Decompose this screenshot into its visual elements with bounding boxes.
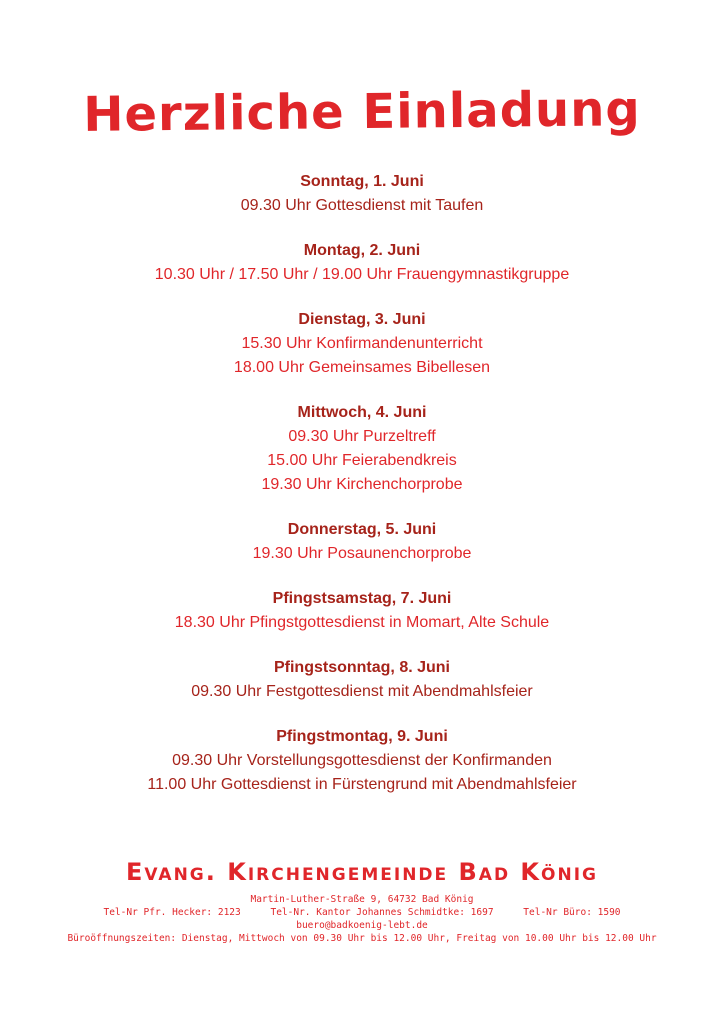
email-address: buero@badkoenig-lebt.de xyxy=(296,920,428,931)
phone-kantor: Tel-Nr. Kantor Johannes Schmidtke: 1697 xyxy=(270,907,494,918)
day-block xyxy=(0,308,724,380)
event-line: 19.30 Uhr Kirchenchorprobe xyxy=(261,476,463,493)
event-line: 15.30 Uhr Konfirmandenunterricht xyxy=(241,335,483,352)
day-heading: Dienstag, 3. Juni xyxy=(298,311,426,328)
event-list xyxy=(0,170,724,818)
organization-name: Evang. Kirchengemeinde Bad König xyxy=(126,858,598,886)
event-line: 18.30 Uhr Pfingstgottesdienst in Momart, Alte Schule xyxy=(174,614,550,631)
day-block xyxy=(0,401,724,497)
event-line: 09.30 Uhr Festgottesdienst mit Abendmahlsfeier xyxy=(191,683,533,700)
day-block xyxy=(0,725,724,797)
event-line: 11.00 Uhr Gottesdienst in Fürstengrund mit Abendmahlsfeier xyxy=(147,776,577,793)
day-block xyxy=(0,656,724,704)
event-line: 09.30 Uhr Purzeltreff xyxy=(288,428,436,445)
phone-buero: Tel-Nr Büro: 1590 xyxy=(523,907,621,918)
phone-pfarrer: Tel-Nr Pfr. Hecker: 2123 xyxy=(103,907,241,918)
event-line: 09.30 Uhr Gottesdienst mit Taufen xyxy=(240,197,484,214)
event-line: 09.30 Uhr Vorstellungsgottesdienst der Konfirmanden xyxy=(172,752,552,769)
page-title: Herzliche Einladung xyxy=(82,81,641,143)
day-heading: Mittwoch, 4. Juni xyxy=(297,404,427,421)
day-heading: Pfingstsonntag, 8. Juni xyxy=(273,659,450,676)
day-block xyxy=(0,518,724,566)
event-line: 15.00 Uhr Feierabendkreis xyxy=(267,452,457,469)
day-block xyxy=(0,587,724,635)
event-line: 10.30 Uhr / 17.50 Uhr / 19.00 Uhr Frauengymnastikgruppe xyxy=(154,266,570,283)
day-heading: Montag, 2. Juni xyxy=(303,242,421,259)
footer xyxy=(0,857,724,945)
day-block xyxy=(0,239,724,287)
day-heading: Donnerstag, 5. Juni xyxy=(287,521,437,538)
day-block xyxy=(0,170,724,218)
office-hours: Büroöffnungszeiten: Dienstag, Mittwoch von 09.30 Uhr bis 12.00 Uhr, Freitag von 10.00 Uhr bis 12.00 Uhr xyxy=(67,933,657,944)
event-line: 19.30 Uhr Posaunenchorprobe xyxy=(252,545,472,562)
day-heading: Pfingstsamstag, 7. Juni xyxy=(272,590,452,607)
event-line: 18.00 Uhr Gemeinsames Bibellesen xyxy=(233,359,491,376)
day-heading: Pfingstmontag, 9. Juni xyxy=(276,728,448,745)
address: Martin-Luther-Straße 9, 64732 Bad König xyxy=(250,894,474,905)
day-heading: Sonntag, 1. Juni xyxy=(300,173,424,190)
phone-numbers xyxy=(0,906,724,919)
